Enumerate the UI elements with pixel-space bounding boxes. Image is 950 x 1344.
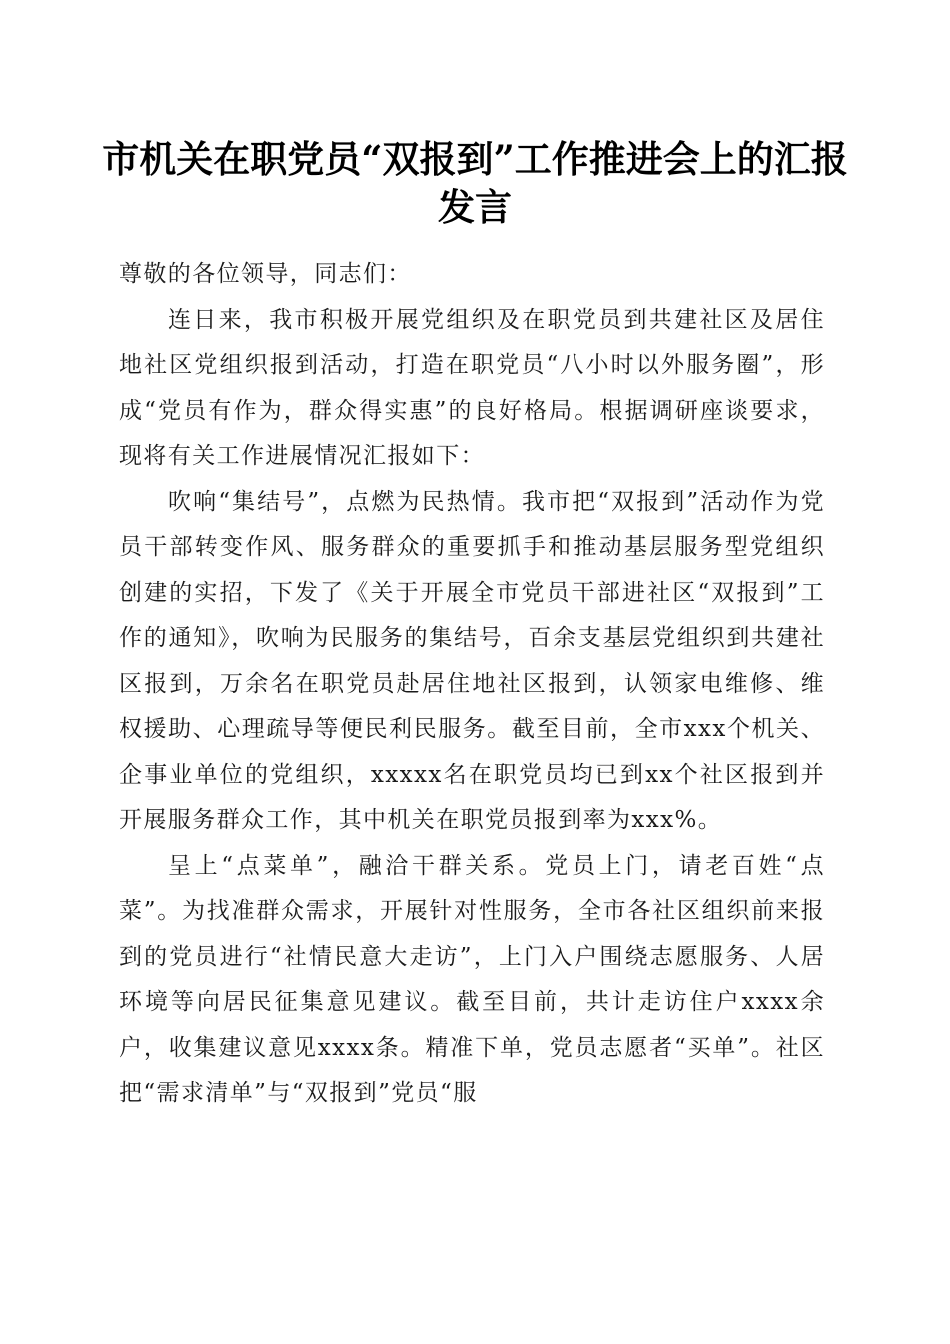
paragraph-menu: 呈上“点菜单”，融洽干群关系。党员上门，请老百姓“点菜”。为找准群众需求，开展针对性服务，全市各社区组织前来报到的党员进行“社情民意大走访”，上门入户围绕志愿服务、人居环境等向居民征集意见建议。截至目前，共计走访住户xxxx余户，收集建议意见xxxx条。精准下单，党员志愿者“买单”。社区把“需求清单”与“双报到”党员“服 [119,852,825,1106]
paragraph-intro: 连日来，我市积极开展党组织及在职党员到共建社区及居住地社区党组织报到活动，打造在职党员“八小时以外服务圈”，形成“党员有作为，群众得实惠”的良好格局。根据调研座谈要求，现将有关工作进展情况汇报如下： [119,306,825,469]
salutation: 尊敬的各位领导，同志们： [119,261,412,287]
paragraph-assembly-call: 吹响“集结号”，点燃为民热情。我市把“双报到”活动作为党员干部转变作风、服务群众的重要抓手和推动基层服务型党组织创建的实招，下发了《关于开展全市党员干部进社区“双报到”工作的通知》，吹响为民服务的集结号，百余支基层党组织到共建社区报到，万余名在职党员赴居住地社区报到，认领家电维修、维权援助、心理疏导等便民利民服务。截至目前，全市xxx个机关、企事业单位的党组织，xxxxx名在职党员均已到xx个社区报到并开展服务群众工作，其中机关在职党员报到率为xxx%。 [119,488,825,833]
document-body [119,252,825,1117]
document-title: 市机关在职党员“双报到”工作推进会上的汇报发言 [102,137,848,229]
